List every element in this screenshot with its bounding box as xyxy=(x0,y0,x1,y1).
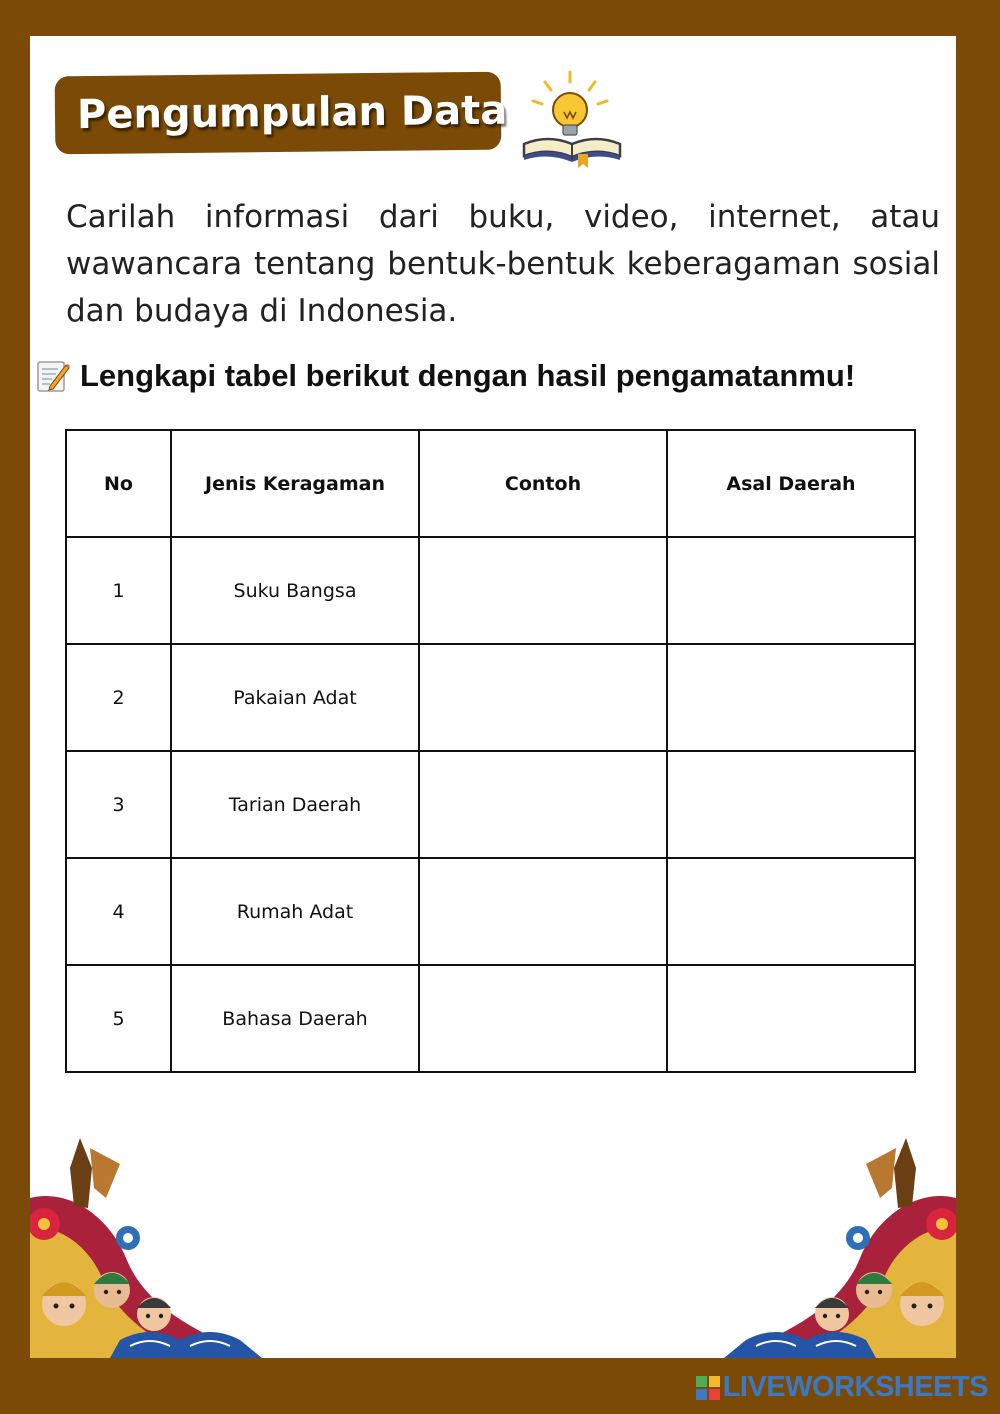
table-row xyxy=(66,537,915,644)
diversity-table xyxy=(65,429,916,1073)
instruction xyxy=(36,358,956,394)
table-row xyxy=(66,644,915,751)
row-number: 4 xyxy=(66,858,171,965)
header-jenis-keragaman: Jenis Keragaman xyxy=(171,430,419,537)
title-banner xyxy=(55,72,508,155)
table-row xyxy=(66,858,915,965)
region-cell[interactable] xyxy=(667,965,915,1072)
example-cell[interactable] xyxy=(419,644,667,751)
worksheet-page xyxy=(30,36,956,1358)
row-number: 3 xyxy=(66,751,171,858)
region-cell[interactable] xyxy=(667,537,915,644)
brand-name: LIVEWORKSHEETS xyxy=(722,1371,988,1403)
header-no: No xyxy=(66,430,171,537)
row-number: 1 xyxy=(66,537,171,644)
header-contoh: Contoh xyxy=(419,430,667,537)
example-cell[interactable] xyxy=(419,751,667,858)
region-cell[interactable] xyxy=(667,644,915,751)
example-cell[interactable] xyxy=(419,965,667,1072)
header-asal-daerah: Asal Daerah xyxy=(667,430,915,537)
diversity-type: Suku Bangsa xyxy=(171,537,419,644)
diversity-type: Tarian Daerah xyxy=(171,751,419,858)
instruction-text: Lengkapi tabel berikut dengan hasil pengamatanmu! xyxy=(80,358,856,393)
memo-pencil-icon xyxy=(36,359,70,393)
liveworksheets-logo-icon xyxy=(695,1375,721,1401)
example-cell[interactable] xyxy=(419,537,667,644)
table-header-row xyxy=(66,430,915,537)
diversity-type: Rumah Adat xyxy=(171,858,419,965)
liveworksheets-brand[interactable] xyxy=(695,1371,988,1404)
example-cell[interactable] xyxy=(419,858,667,965)
cultural-illustration-left xyxy=(30,1128,262,1358)
row-number: 5 xyxy=(66,965,171,1072)
cultural-illustration-right xyxy=(724,1128,956,1358)
diversity-type: Pakaian Adat xyxy=(171,644,419,751)
table-row xyxy=(66,965,915,1072)
region-cell[interactable] xyxy=(667,858,915,965)
page-title: Pengumpulan Data xyxy=(76,87,508,139)
lightbulb-book-icon xyxy=(520,70,626,170)
region-cell[interactable] xyxy=(667,751,915,858)
intro-paragraph: Carilah informasi dari buku, video, internet, atau wawancara tentang bentuk-bentuk keberagaman sosial dan budaya di Indonesia. xyxy=(66,199,940,329)
diversity-type: Bahasa Daerah xyxy=(171,965,419,1072)
table-row xyxy=(66,751,915,858)
row-number: 2 xyxy=(66,644,171,751)
